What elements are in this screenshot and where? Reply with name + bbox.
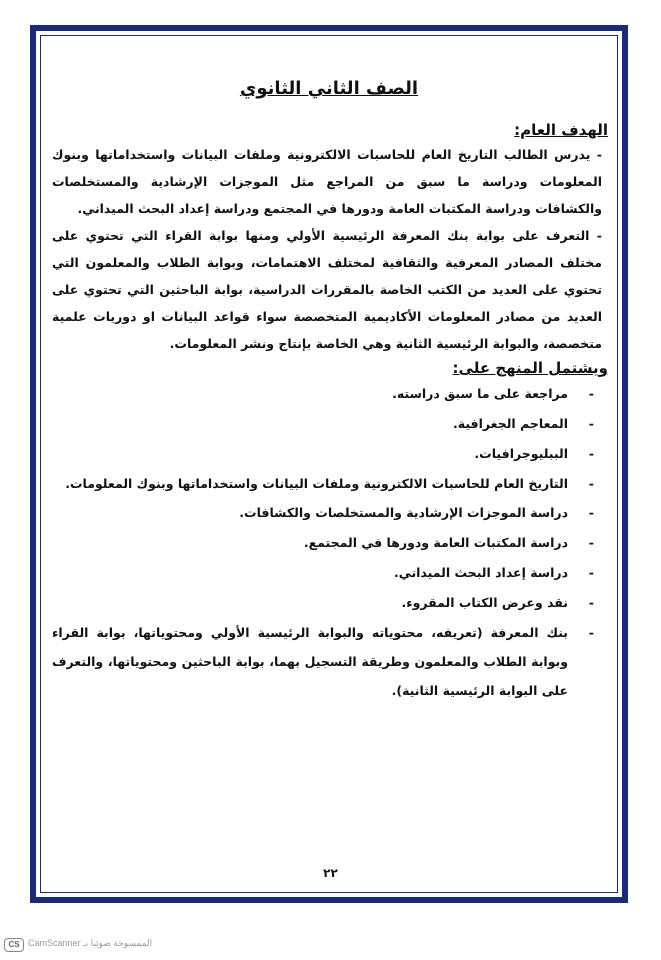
list-item-text: نقد وعرض الكتاب المقروء. <box>401 595 568 610</box>
list-marker: - <box>588 476 594 491</box>
list-item <box>52 379 602 409</box>
list-item <box>52 469 602 498</box>
list-item-text: دراسة المكتبات العامة ودورها في المجتمع. <box>303 535 568 550</box>
list-item-text: مراجعة على ما سبق دراسته. <box>392 386 568 401</box>
list-item-text: دراسة الموجزات الإرشادية والمستخلصات والكشافات. <box>239 505 568 520</box>
page-number: ٢٢ <box>323 866 338 880</box>
list-marker: - <box>588 416 594 431</box>
list-item <box>52 618 602 705</box>
list-marker: - <box>588 505 594 520</box>
document-content <box>48 78 610 705</box>
list-item <box>52 558 602 588</box>
goal-paragraph-2: - التعرف على بوابة بنك المعرفة الرئيسية الأولي ومنها بوابة القراء التي تحتوي على مختلف المصادر المعرفية والثقافية لمختلف الاهتمامات، وبوابة الطلاب والمعلمون التي تحتوي على العديد من الكتب الخاصة بالمقررات الدراسية، بوابة الباحثين التي تحتوي على العديد من مصادر المعلومات الأكاديمية المتخصصة سواء قواعد البيانات او دوريات علمية متخصصة، والبوابة الرئيسية الثانية وهي الخاصة بإنتاج ونشر المعلومات. <box>52 228 602 351</box>
list-item <box>52 498 602 528</box>
list-item <box>52 409 602 439</box>
list-item-text: الببليوجرافيات. <box>474 446 568 461</box>
list-item-text: التاريخ العام للحاسبات الالكترونية وملفات البيانات واستخداماتها وبنوك المعلومات. <box>65 476 568 491</box>
list-marker: - <box>588 386 594 401</box>
page-title: الصف الثاني الثانوي <box>239 78 419 99</box>
list-marker: - <box>588 535 594 550</box>
list-marker: - <box>588 446 594 461</box>
list-item-text: بنك المعرفة (تعريفه، محتوياته والبوابة الرئيسية الأولي ومحتوياتها، بوابة القراء وبوابة الطلاب والمعلمون وطريقة التسجيل بهما، بوابة الباحثين ومحتوياتها، والتعرف على البوابة الرئيسية الثانية). <box>52 625 568 698</box>
general-goal-heading: الهدف العام: <box>514 121 608 139</box>
list-marker: - <box>588 565 594 580</box>
list-item <box>52 588 602 618</box>
goal-paragraph-1: - يدرس الطالب التاريخ العام للحاسبات الالكترونية وملفات البيانات واستخداماتها وبنوك المعلومات ودراسة ما سبق من المراجع مثل الموجزات الإرشادية والمستخلصات والكشافات ودراسة المكتبات العامة ودورها في المجتمع ودراسة إعداد البحث الميداني. <box>52 147 602 216</box>
list-marker: - <box>588 625 594 640</box>
curriculum-list <box>48 379 610 705</box>
list-item-text: المعاجم الجغرافية. <box>453 416 568 431</box>
curriculum-heading: ويشتمل المنهج على: <box>452 359 608 377</box>
list-item <box>52 528 602 558</box>
list-marker: - <box>588 595 594 610</box>
camscanner-logo-icon: CS <box>4 938 24 952</box>
list-item <box>52 439 602 469</box>
scanner-watermark: CamScanner الممسوحة ضوئيا بـ <box>28 938 153 948</box>
list-item-text: دراسة إعداد البحث الميداني. <box>394 565 568 580</box>
